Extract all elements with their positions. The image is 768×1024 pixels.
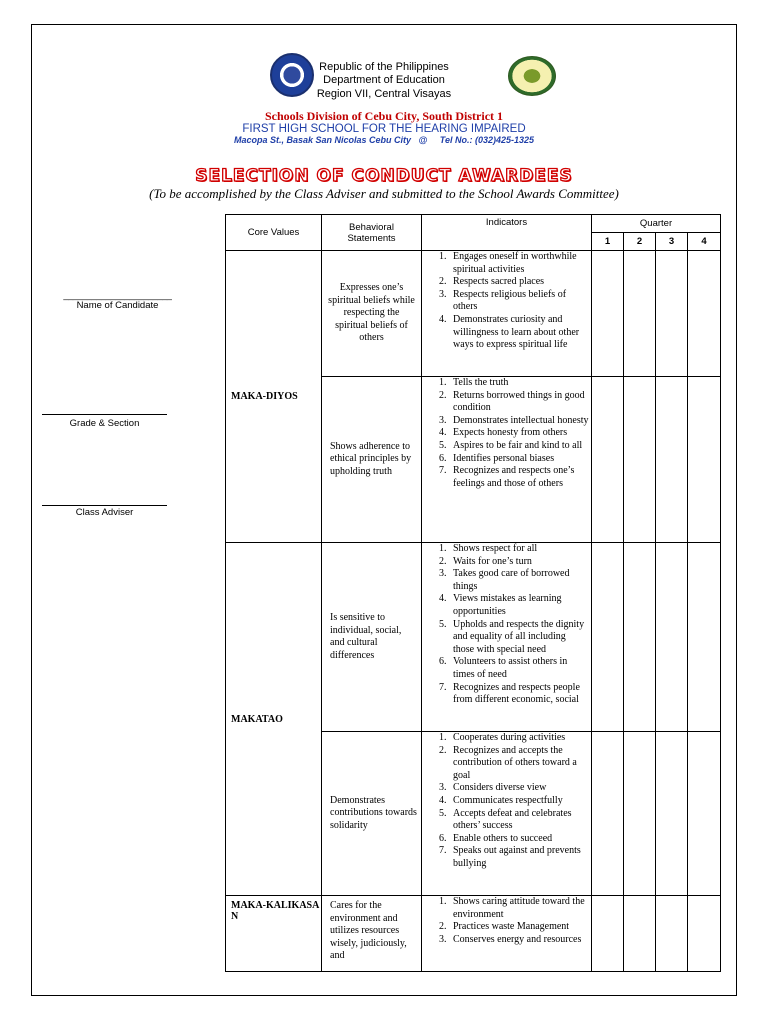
behavioral-statement: Expresses one’s spiritual beliefs while respecting the spiritual beliefs of others [322,251,422,377]
indicator-item: 7. Recognizes and respects people from different economic, social [449,682,589,707]
quarter-4-cell[interactable] [688,543,721,732]
indicator-item: 3. Considers diverse view [449,782,589,795]
quarter-2-cell[interactable] [624,377,656,543]
indicator-item: 1. Tells the truth [449,377,589,390]
quarter-3-cell[interactable] [656,543,688,732]
header-line-1: Republic of the Philippines [319,61,449,73]
indicator-item: 1. Shows respect for all [449,543,589,556]
indicator-item: 1. Shows caring attitude toward the environment [449,896,589,921]
quarter-2-cell[interactable] [624,543,656,732]
header-line-2: Department of Education [323,74,445,86]
core-value-makatao: MAKATAO [226,543,322,896]
indicator-item: 2. Practices waste Management [449,921,589,934]
header-core-values: Core Values [226,215,322,251]
quarter-3-cell[interactable] [656,377,688,543]
indicator-item: 2. Recognizes and accepts the contribution of others toward a goal [449,745,589,783]
indicator-list [422,732,592,896]
indicator-item: 6. Identifies personal biases [449,453,589,466]
school-address: Macopa St., Basak San Nicolas Cebu City @ Tel No.: (032)425-1325 [233,135,535,145]
grade-section-line [42,414,167,415]
quarter-4-cell[interactable] [688,377,721,543]
division-name: Schools Division of Cebu City, South District 1 [264,109,504,123]
quarter-2-cell[interactable] [624,251,656,377]
name-blank: _______________________ [63,290,172,300]
header-quarter: Quarter [592,215,721,233]
header-quarter-1: 1 [592,233,624,251]
header-line-3: Region VII, Central Visayas [316,88,452,100]
quarter-4-cell[interactable] [688,732,721,896]
indicator-item: 1. Cooperates during activities [449,732,589,745]
indicator-item: 3. Demonstrates intellectual honesty [449,415,589,428]
indicator-item: 6. Enable others to succeed [449,833,589,846]
indicator-item: 3. Takes good care of borrowed things [449,568,589,593]
header-quarter-3: 3 [656,233,688,251]
behavioral-statement: Is sensitive to individual, social, and cultural differences [322,543,422,732]
class-adviser-label: Class Adviser [75,507,134,518]
indicator-list [422,251,592,377]
quarter-3-cell[interactable] [656,896,688,972]
quarter-1-cell[interactable] [592,251,624,377]
indicator-list [422,377,592,543]
quarter-2-cell[interactable] [624,732,656,896]
indicator-item: 7. Recognizes and respects one’s feelings and those of others [449,465,589,490]
form-subtitle: (To be accomplished by the Class Adviser and submitted to the School Awards Committee) [149,186,619,201]
indicator-item: 2. Respects sacred places [449,276,589,289]
behavioral-statement: Cares for the environment and utilizes resources wisely, judiciously, and [322,896,422,972]
core-value-maka-kalikasan: MAKA-KALIKASAN [226,896,322,972]
header-indicators: Indicators [422,215,592,251]
class-adviser-line [42,505,167,506]
school-name: FIRST HIGH SCHOOL FOR THE HEARING IMPAIRED [242,123,526,135]
behavioral-statement: Demonstrates contributions towards solidarity [322,732,422,896]
indicator-item: 1. Engages oneself in worthwhile spiritual activities [449,251,589,276]
behavioral-statement: Shows adherence to ethical principles by upholding truth [322,377,422,543]
indicator-item: 5. Accepts defeat and celebrates others’ success [449,808,589,833]
indicator-item: 4. Expects honesty from others [449,427,589,440]
quarter-2-cell[interactable] [624,896,656,972]
grade-section-label: Grade & Section [69,418,140,429]
header-behavioral-statements: Behavioral Statements [322,215,422,251]
quarter-1-cell[interactable] [592,543,624,732]
quarter-1-cell[interactable] [592,377,624,543]
indicator-item: 2. Waits for one’s turn [449,556,589,569]
indicator-item: 6. Volunteers to assist others in times of need [449,656,589,681]
quarter-4-cell[interactable] [688,896,721,972]
indicator-item: 2. Returns borrowed things in good condition [449,390,589,415]
indicator-item: 5. Upholds and respects the dignity and equality of all including those with special need [449,619,589,657]
conduct-awardees-table [225,214,721,972]
name-of-candidate-label: Name of Candidate [76,300,159,311]
header-quarter-4: 4 [688,233,721,251]
indicator-item: 4. Communicates respectfully [449,795,589,808]
quarter-3-cell[interactable] [656,732,688,896]
indicator-item: 4. Demonstrates curiosity and willingness to learn about other ways to express spiritual life [449,314,589,352]
indicator-list [422,896,592,972]
core-value-maka-diyos: MAKA-DIYOS [226,251,322,543]
indicator-list [422,543,592,732]
quarter-4-cell[interactable] [688,251,721,377]
indicator-item: 4. Views mistakes as learning opportunities [449,593,589,618]
indicator-item: 3. Conserves energy and resources [449,934,589,947]
indicator-item: 5. Aspires to be fair and kind to all [449,440,589,453]
quarter-1-cell[interactable] [592,896,624,972]
indicator-item: 3. Respects religious beliefs of others [449,289,589,314]
quarter-3-cell[interactable] [656,251,688,377]
indicator-item: 7. Speaks out against and prevents bullying [449,845,589,870]
form-title: SELECTION OF CONDUCT AWARDEES [195,166,573,186]
quarter-1-cell[interactable] [592,732,624,896]
header-quarter-2: 2 [624,233,656,251]
